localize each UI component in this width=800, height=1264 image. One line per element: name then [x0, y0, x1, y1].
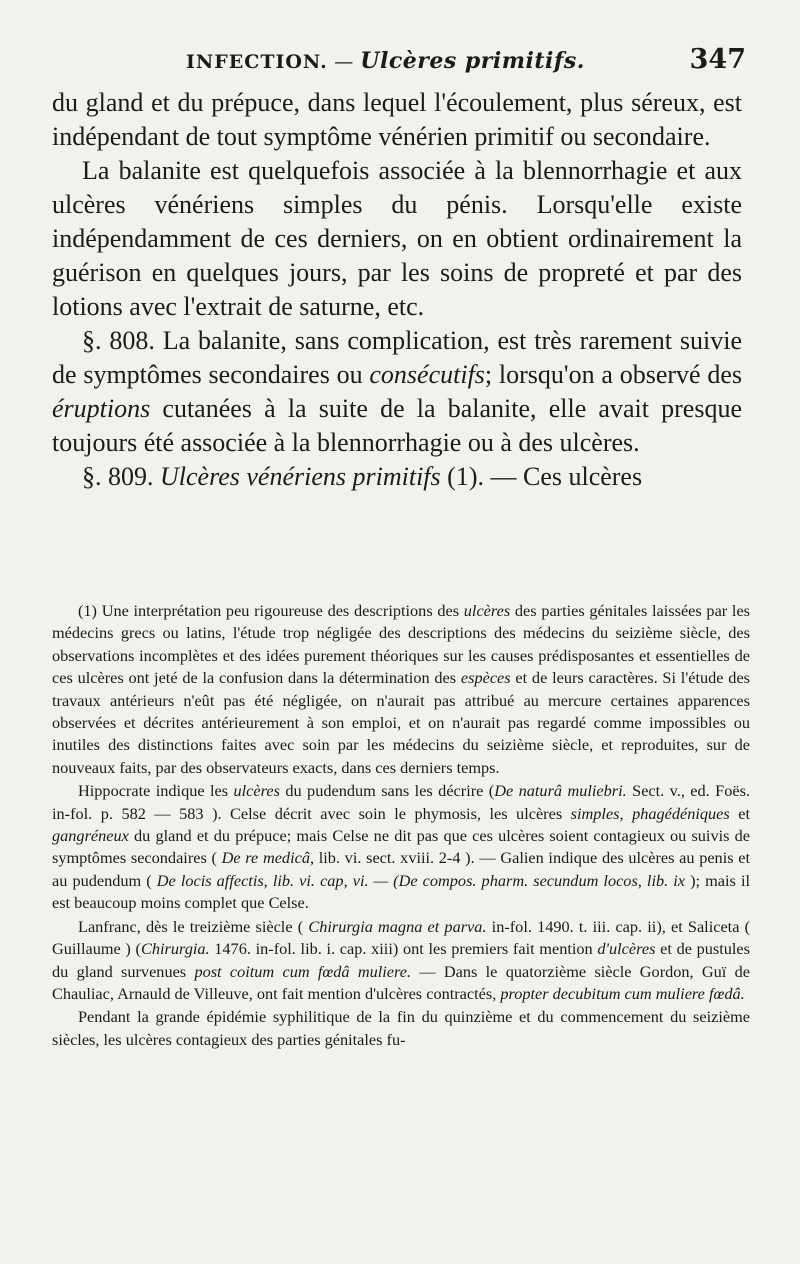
paragraph-808: §. 808. La balanite, sans complication, est très rarement suivie de symptômes secondaires ou consécutifs; lorsqu'on a observé des éruptions cutanées à la suite de la balanite, elle avait presque toujours été associée à la blennorrhagie ou à des ulcères.: [52, 326, 743, 457]
paragraph-continuation: du gland et du prépuce, dans lequel l'écoulement, plus séreux, est indépendant de tout symptôme vénérien primitif ou secondaire.: [52, 88, 742, 151]
running-title: INFECTION. — Ulcères primitifs.: [186, 48, 585, 74]
footnote-hippocrate: Hippocrate indique les ulcères du pudendum sans les décrire (De naturâ muliebri. Sect. v., ed. Foës. in-fol. p. 582 — 583 ). Celse décrit avec soin le phymosis, les ulcères simples, phagédéniques et gangréneux du gland et du prépuce; mais Celse ne dit pas que ces ulcères soient contagieux ou suivis de symptômes secondaires ( De re medicâ, lib. vi. sect. xviii. 2-4 ). — Galien indique des ulcères au penis et au pudendum ( De locis affectis, lib. vi. cap, vi. — (De compos. pharm. secundum locos, lib. ix ); mais il est beaucoup moins complet que Celse.: [52, 781, 751, 913]
paragraph-809: §. 809. Ulcères vénériens primitifs (1). — Ces ulcères: [82, 462, 643, 491]
footnotes: [52, 600, 750, 1052]
footnote-lanfranc: Lanfranc, dès le treizième siècle ( Chirurgia magna et parva. in-fol. 1490. t. iii. cap. ii), et Saliceta ( Guillaume ) (Chirurgia. 1476. in-fol. lib. i. cap. xiii) ont les premiers fait mention d'ulcères et de pustules du gland survenues post coitum cum fœdâ muliere. — Dans le quatorzième siècle Gordon, Guï de Chauliac, Arnauld de Villeuve, ont fait mention d'ulcères contractés, propter decubitum cum muliere fœdâ.: [52, 916, 751, 1003]
footnote-1: (1) Une interprétation peu rigoureuse des descriptions des ulcères des parties génitales laissées par les médecins grecs ou latins, l'étude trop négligée des descriptions des médecins du seizième siècle, des observations incomplètes et des idées purement théoriques sur les causes prédisposantes et essentielles de ces ulcères ont jeté de la confusion dans la détermination des espèces et de leurs caractères. Si l'étude des travaux antérieurs n'eût pas été négligée, on n'aurait pas attribué au mercure certaines apparences observées et décrites antérieurement à son emploi, et on n'aurait pas regardé comme impossibles ou inutiles des distinctions faites avec soin par les médecins du seizième siècle, et reproduites, sur de nouveaux faits, par des observateurs exacts, dans ces derniers temps.: [52, 601, 751, 777]
running-header: [186, 44, 746, 84]
paragraph-balanite: La balanite est quelquefois associée à la blennorrhagie et aux ulcères vénériens simples du pénis. Lorsqu'elle existe indépendamment de ces derniers, on en obtient ordinairement la guérison en quelques jours, par les soins de propreté et par des lotions avec l'extrait de saturne, etc.: [52, 156, 742, 321]
page-number: 347: [689, 44, 746, 75]
footnote-epidemie: Pendant la grande épidémie syphilitique de la fin du quinzième et du commencement du seizième siècles, les ulcères contagieux des parties génitales fu-: [52, 1007, 750, 1049]
main-text: [52, 86, 742, 494]
